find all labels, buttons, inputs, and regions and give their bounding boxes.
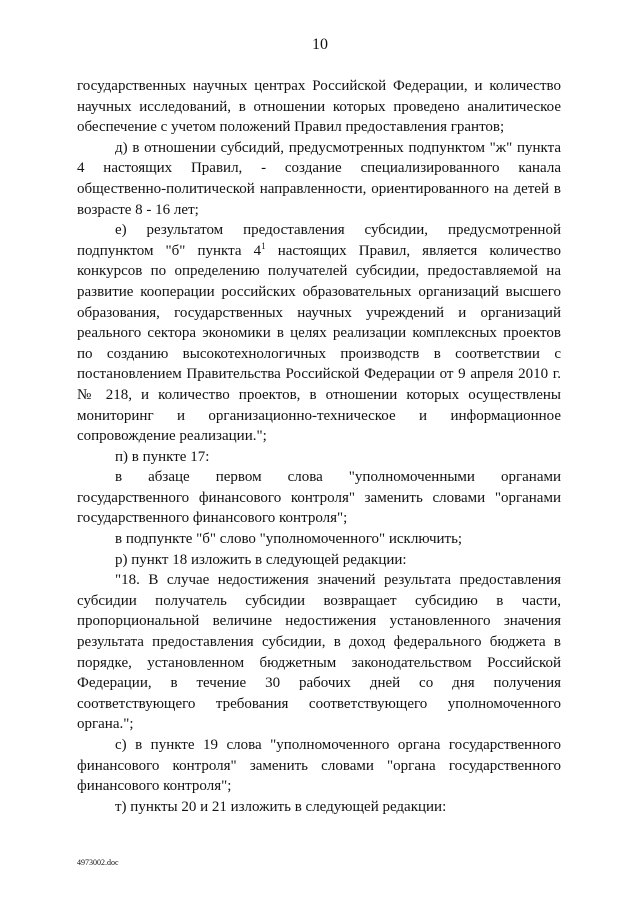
superscript-1: 1: [261, 240, 266, 251]
document-body: [77, 76, 561, 817]
paragraph-subitem-p: п) в пункте 17:: [115, 448, 210, 465]
paragraph-subitem-d: д) в отношении субсидий, предусмотренных подпунктом "ж" пункта 4 настоящих Правил, - создание специализированного канала общественно-политической направленности, ориентированного на детей в возрасте 8 - 16 лет;: [77, 139, 561, 218]
paragraph-subitem-r: р) пункт 18 изложить в следующей редакции:: [115, 551, 407, 568]
paragraph-subitem-t: т) пункты 20 и 21 изложить в следующей редакции:: [115, 798, 447, 815]
footer-filename: 4973002.doc: [77, 858, 119, 867]
paragraph-research-centers: государственных научных центрах Российской Федерации, и количество научных исследований, в отношении которых проведено аналитическое обеспечение с учетом положений Правил предоставления грантов;: [77, 78, 561, 136]
paragraph-subitem-e-start: е) результатом предоставления субсидии, предусмотренной подпунктом "б" пункта 4: [77, 222, 561, 259]
paragraph-subpoint-b: в подпункте "б" слово "уполномоченного" исключить;: [115, 531, 463, 548]
paragraph-point-18: "18. В случае недостижения значений результата предоставления субсидии получатель субсидии возвращает субсидию в части, пропорциональной величине недостижения установленного значения результата предоставления субсидии, в доход федерального бюджета в порядке, установленном бюджетным законодательством Российской Федерации, в течение 30 рабочих дней со дня получения соответствующего требования соответствующего уполномоченного органа.";: [77, 572, 561, 733]
paragraph-subitem-e-rest: настоящих Правил, является количество конкурсов по определению получателей субсидии, предоставляемой на развитие кооперации российских образовательных организаций высшего образования, государственных научных учреждений и организаций реального сектора экономики в целях реализации комплексных проектов по созданию высокотехнологичных производств в соответствии с постановлением Правительства Российской Федерации от 9 апреля 2010 г. № 218, и количество проектов, в отношении которых осуществлены мониторинг и организационно-техническое и информационное сопровождение реализации.";: [77, 242, 561, 445]
paragraph-subitem-s: с) в пункте 19 слова "уполномоченного органа государственного финансового контроля" заменить словами "органа государственного финансового контроля";: [77, 737, 561, 795]
paragraph-subitem-e: [77, 220, 561, 447]
paragraph-first-abzac: в абзаце первом слова "уполномоченными органами государственного финансового контроля" заменить словами "органами государственного финансового контроля";: [77, 469, 561, 527]
page-number: 10: [312, 36, 328, 53]
